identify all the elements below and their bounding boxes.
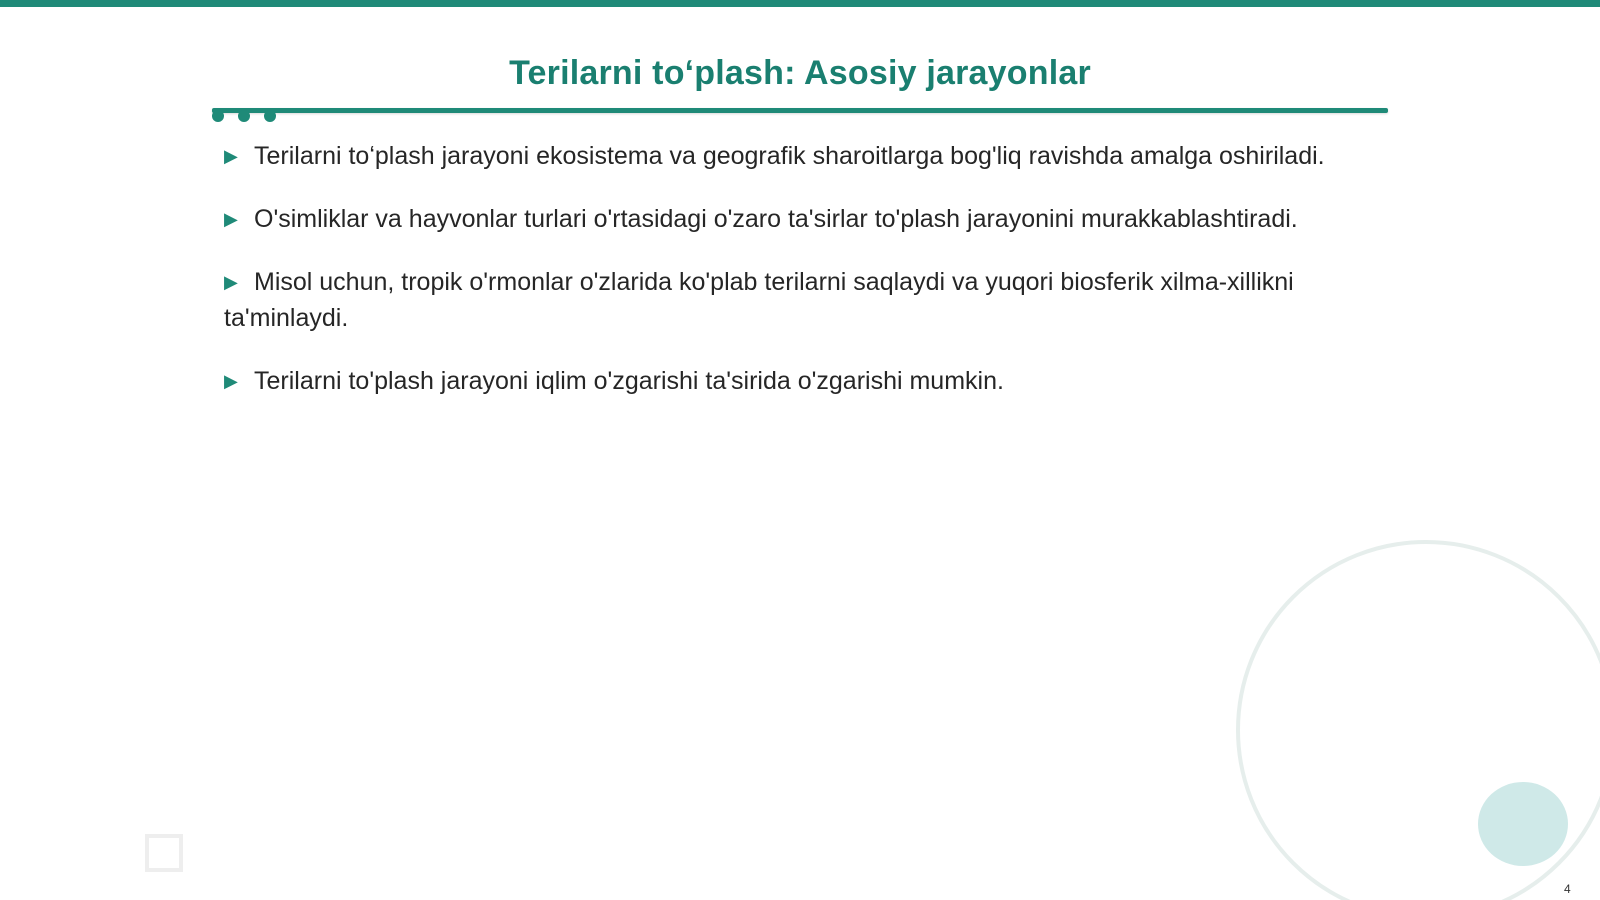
title-underline — [212, 108, 1388, 113]
bullet-item — [224, 201, 1344, 237]
top-accent-bar — [0, 0, 1600, 7]
slide-title: Terilarni toʻplash: Asosiy jarayonlar — [509, 54, 1091, 92]
bullet-item — [224, 363, 1344, 399]
bullet-text: O'simliklar va hayvonlar turlari o'rtasidagi o'zaro ta'sirlar to'plash jarayonini murakkablashtiradi. — [254, 205, 1298, 233]
bullet-item — [224, 264, 1344, 336]
triangle-right-icon: ▶ — [224, 146, 238, 166]
triangle-right-icon: ▶ — [224, 371, 238, 391]
bullet-text: Misol uchun, tropik o'rmonlar o'zlarida ko'plab terilarni saqlaydi va yuqori biosferik xilma-xillikni ta'minlaydi. — [224, 268, 1294, 332]
decorative-dot — [1478, 782, 1568, 866]
decorative-square — [145, 834, 183, 872]
underline-dot — [264, 110, 276, 122]
bullet-item — [224, 138, 1344, 174]
title-underline-dots — [212, 110, 276, 124]
page-number: 4 — [1564, 882, 1571, 896]
triangle-right-icon: ▶ — [224, 209, 238, 229]
bullet-text: Terilarni toʻplash jarayoni ekosistema va geografik sharoitlarga bog'liq ravishda amalga oshiriladi. — [254, 142, 1325, 170]
underline-dot — [212, 110, 224, 122]
bullet-text: Terilarni to'plash jarayoni iqlim o'zgarishi ta'sirida o'zgarishi mumkin. — [254, 367, 1004, 395]
bullet-list — [224, 138, 1344, 426]
underline-dot — [238, 110, 250, 122]
triangle-right-icon: ▶ — [224, 272, 238, 292]
